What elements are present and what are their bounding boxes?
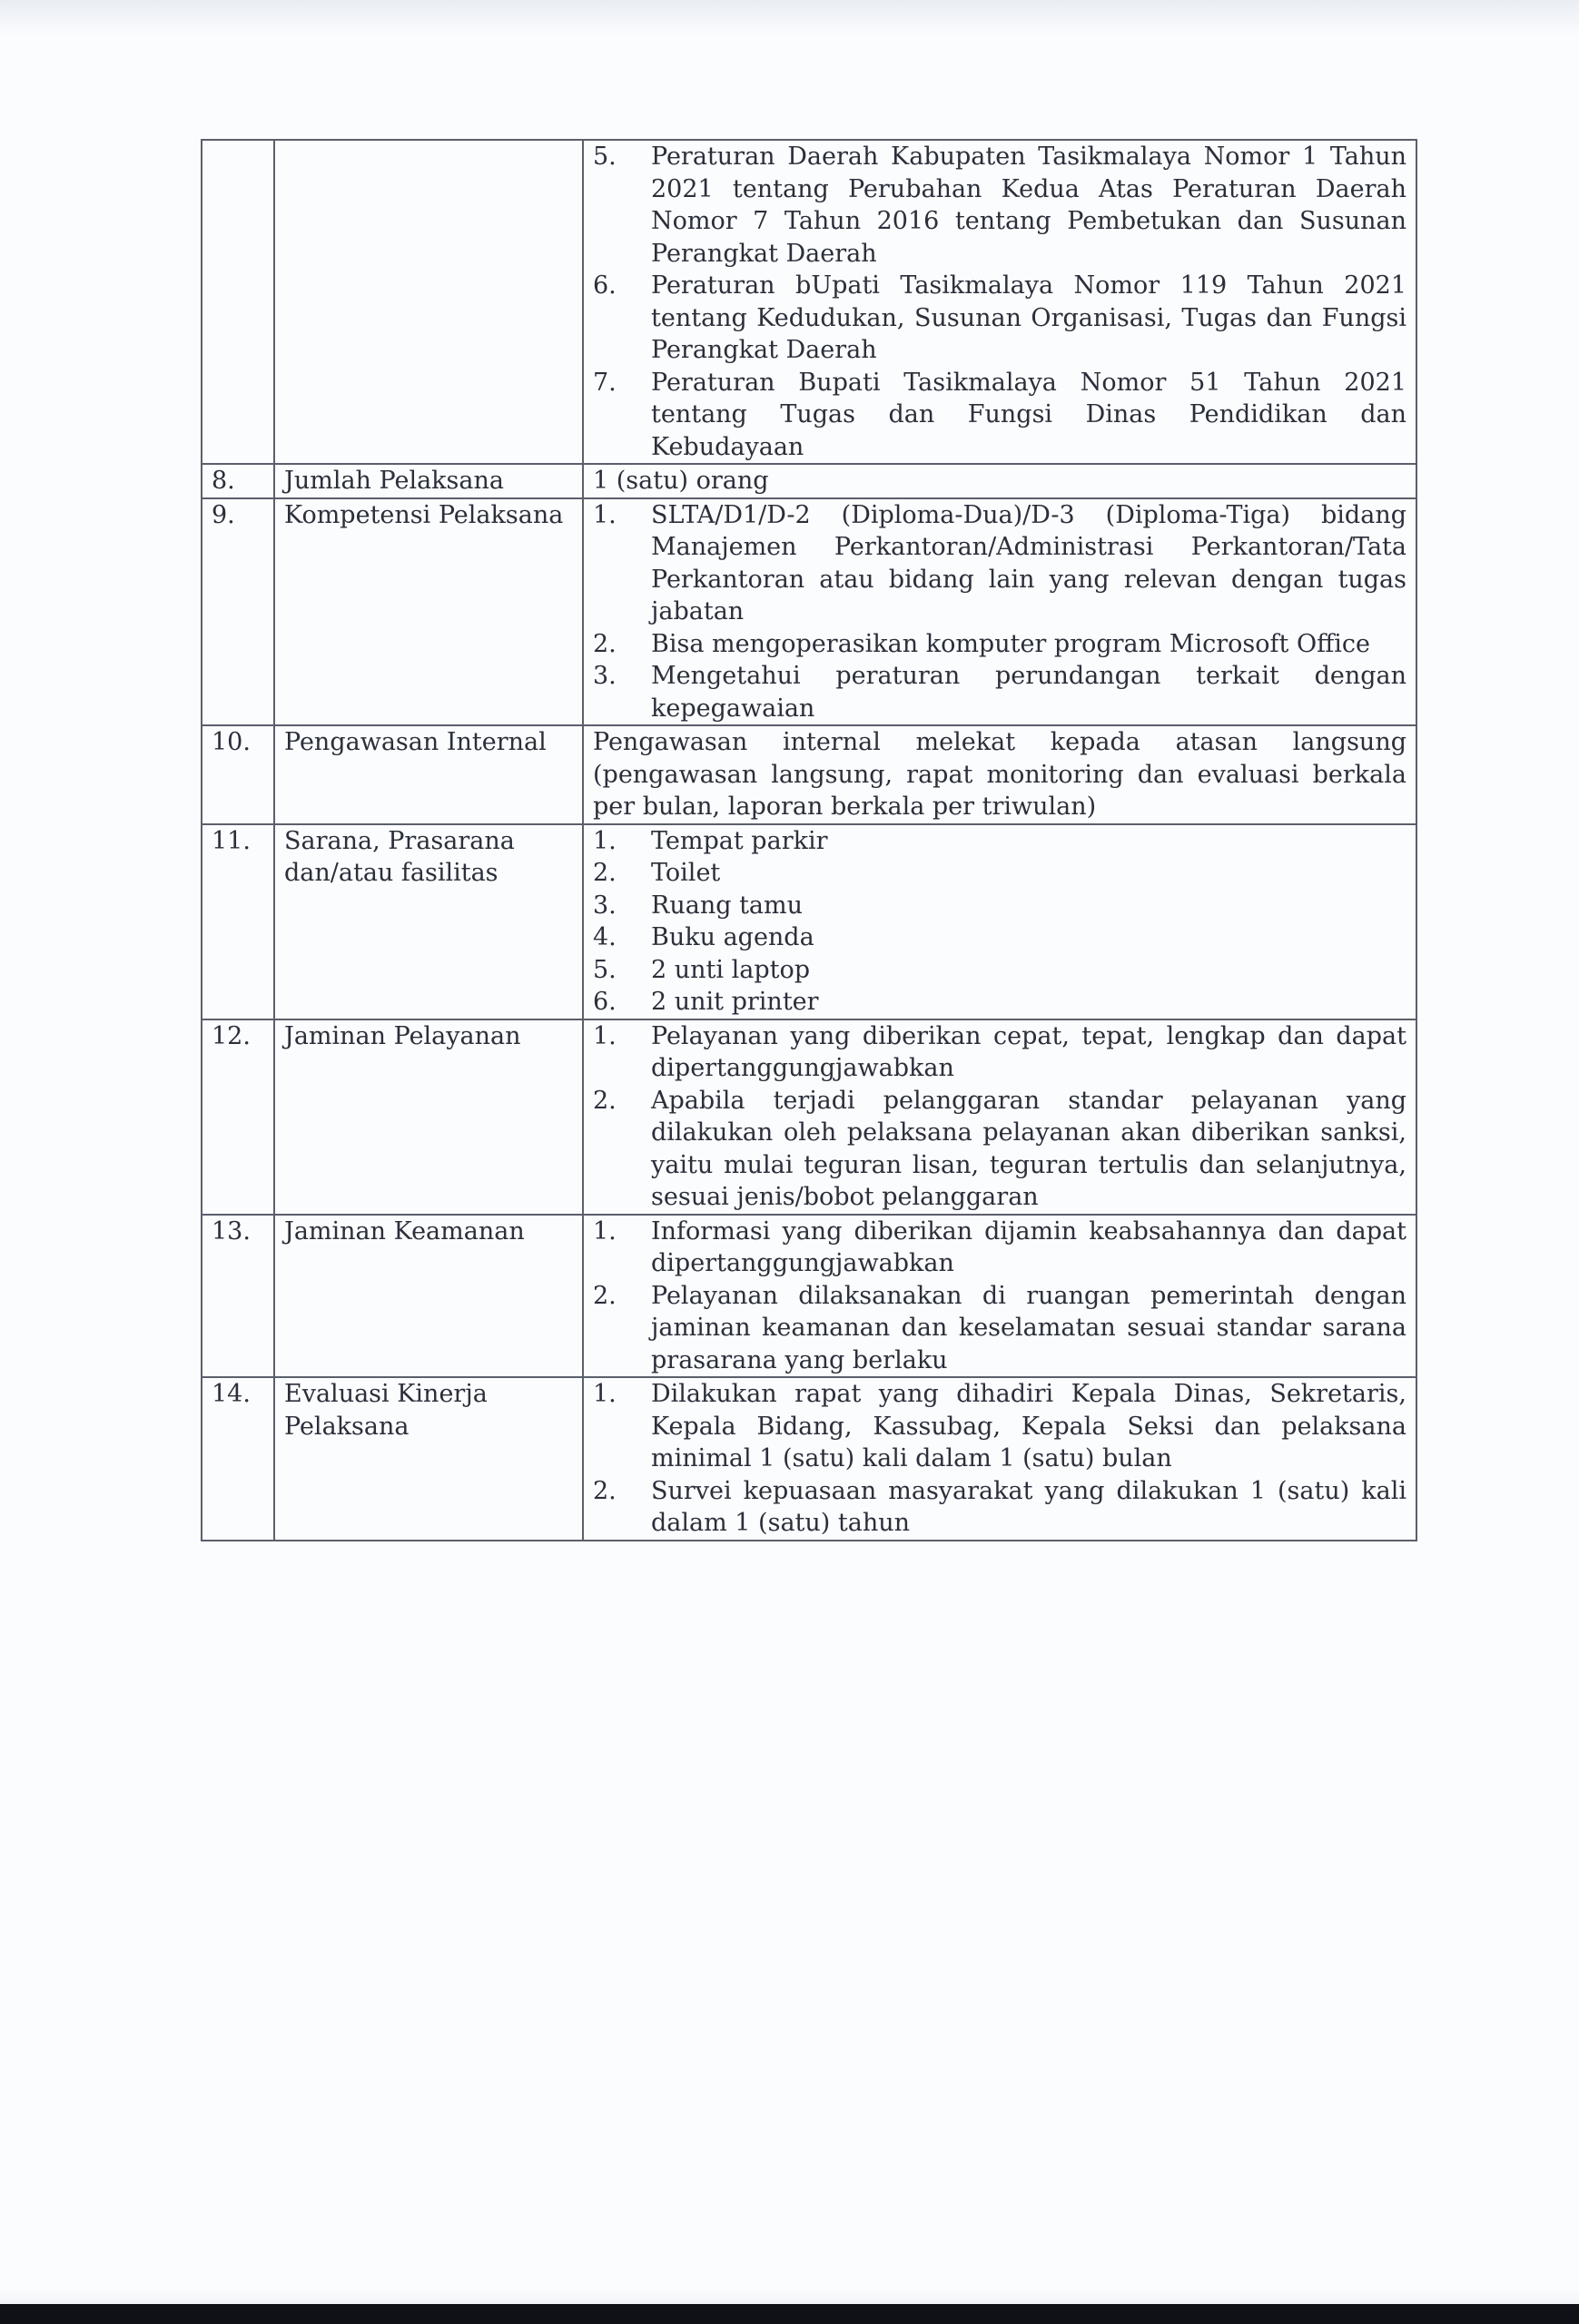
row-number: 9. bbox=[202, 498, 274, 726]
row-content bbox=[583, 140, 1416, 464]
row-label: Evaluasi Kinerja Pelaksana bbox=[274, 1377, 583, 1541]
row-content bbox=[583, 824, 1416, 1019]
row-content: Pengawasan internal melekat kepada atasan langsung (pengawasan langsung, rapat monitoring dan evaluasi berkala per bulan, laporan berkala per triwulan) bbox=[583, 725, 1416, 824]
row-label: Kompetensi Pelaksana bbox=[274, 498, 583, 726]
row-number: 12. bbox=[202, 1019, 274, 1215]
row-content bbox=[583, 498, 1416, 726]
row-content: 1 (satu) orang bbox=[583, 464, 1416, 498]
row-number: 13. bbox=[202, 1215, 274, 1378]
table-row bbox=[202, 464, 1416, 498]
list-item: 2. Toilet bbox=[593, 859, 721, 887]
list-item: 5. Peraturan Daerah Kabupaten Tasikmalaya Nomor 1 Tahun 2021 tentang Perubahan Kedua Atas Peraturan Daerah Nomor 7 Tahun 2016 tentang Pembetukan dan Susunan Perangkat Daerah bbox=[593, 143, 1406, 268]
list-item: 1. SLTA/D1/D-2 (Diploma-Dua)/D-3 (Diploma-Tiga) bidang Manajemen Perkantoran/Administrasi Perkantoran/Tata Perkantoran atau bidang lain yang relevan dengan tugas jabatan bbox=[593, 500, 1406, 625]
row-label: Pengawasan Internal bbox=[274, 725, 583, 824]
list-item: 3. Ruang tamu bbox=[593, 891, 804, 920]
list-item: 1. Informasi yang diberikan dijamin keabsahannya dan dapat dipertanggungjawabkan bbox=[593, 1216, 1406, 1277]
list-item: 3. Mengetahui peraturan perundangan terkait dengan kepegawaian bbox=[593, 662, 1406, 723]
row-label: Jumlah Pelaksana bbox=[274, 464, 583, 498]
row-number: 14. bbox=[202, 1377, 274, 1541]
row-number: 11. bbox=[202, 824, 274, 1019]
row-number bbox=[202, 140, 274, 464]
row-label: Jaminan Pelayanan bbox=[274, 1019, 583, 1215]
list-item: 4. Buku agenda bbox=[593, 923, 814, 951]
row-number: 10. bbox=[202, 725, 274, 824]
list-item: 2. Survei kepuasaan masyarakat yang dilakukan 1 (satu) kali dalam 1 (satu) tahun bbox=[593, 1476, 1406, 1537]
table-row bbox=[202, 1019, 1416, 1215]
row-number: 8. bbox=[202, 464, 274, 498]
table-row bbox=[202, 498, 1416, 726]
list-item: 2. Bisa mengoperasikan komputer program Microsoft Office bbox=[593, 629, 1370, 658]
list-item: 6. 2 unit printer bbox=[593, 988, 819, 1016]
table-row bbox=[202, 1215, 1416, 1378]
table-row bbox=[202, 1377, 1416, 1541]
row-content bbox=[583, 1019, 1416, 1215]
list-item: 1. Dilakukan rapat yang dihadiri Kepala Dinas, Sekretaris, Kepala Bidang, Kassubag, Kepala Seksi dan pelaksana minimal 1 (satu) kali dalam 1 (satu) bulan bbox=[593, 1380, 1406, 1472]
table-row bbox=[202, 824, 1416, 1019]
list-item: 7. Peraturan Bupati Tasikmalaya Nomor 51 Tahun 2021 tentang Tugas dan Fungsi Dinas Pendidikan dan Kebudayaan bbox=[593, 368, 1406, 461]
scan-bottom-edge bbox=[0, 2304, 1579, 2324]
row-label: Sarana, Prasarana dan/atau fasilitas bbox=[274, 824, 583, 1019]
list-item: 2. Apabila terjadi pelanggaran standar pelayanan yang dilakukan oleh pelaksana pelayanan akan diberikan sanksi, yaitu mulai teguran lisan, teguran tertulis dan selanjutnya, sesuai jenis/bobot pelanggaran bbox=[593, 1086, 1406, 1211]
list-item: 6. Peraturan bUpati Tasikmalaya Nomor 119 Tahun 2021 tentang Kedudukan, Susunan Organisasi, Tugas dan Fungsi Perangkat Daerah bbox=[593, 271, 1406, 364]
row-label: Jaminan Keamanan bbox=[274, 1215, 583, 1378]
list-item: 1. Tempat parkir bbox=[593, 826, 828, 855]
list-item: 5. 2 unti laptop bbox=[593, 955, 811, 984]
list-item: 2. Pelayanan dilaksanakan di ruangan pemerintah dengan jaminan keamanan dan keselamatan sesuai standar sarana prasarana yang berlaku bbox=[593, 1281, 1406, 1374]
service-standard-table bbox=[201, 139, 1417, 1541]
list-item: 1. Pelayanan yang diberikan cepat, tepat, lengkap dan dapat dipertanggungjawabkan bbox=[593, 1021, 1406, 1082]
table-row bbox=[202, 725, 1416, 824]
row-content bbox=[583, 1377, 1416, 1541]
row-content bbox=[583, 1215, 1416, 1378]
row-label bbox=[274, 140, 583, 464]
table-row bbox=[202, 140, 1416, 464]
